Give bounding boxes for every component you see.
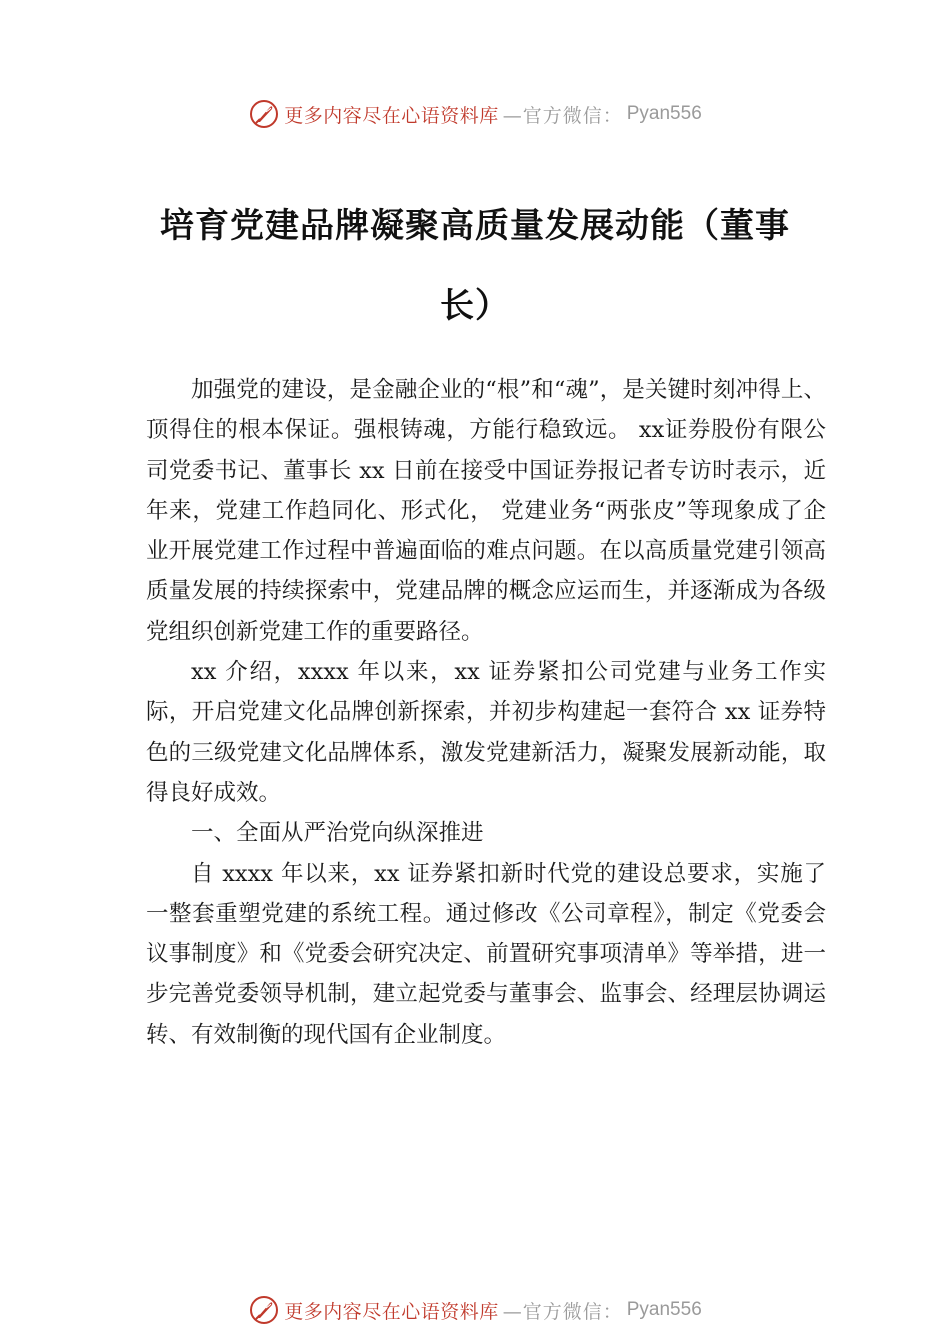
- header-wechat-id: Pyan556: [626, 103, 702, 124]
- quill-logo-icon: [248, 1294, 280, 1326]
- document-title: 培育党建品牌凝聚高质量发展动能（董事长）: [160, 206, 790, 326]
- header-site-text: 更多内容尽在心语资料库: [284, 104, 499, 127]
- header-banner: [0, 94, 950, 134]
- footer-separator-text: —官方微信：: [502, 1300, 623, 1323]
- document-body: [146, 370, 826, 1055]
- header-separator-text: —官方微信：: [502, 104, 623, 127]
- quill-logo-icon: [248, 98, 280, 130]
- footer-site-text: 更多内容尽在心语资料库: [284, 1300, 499, 1323]
- paragraph-section-1: 自 xxxx 年以来，xx 证券紧扣新时代党的建设总要求，实施了一整套重塑党建的系统工程。通过修改《公司章程》，制定《党委会议事制度》和《党委会研究决定、前置研究事项清单》等举措，进一步完善党委领导机制，建立起党委与董事会、监事会、经理层协调运转、有效制衡的现代国有企业制度。: [146, 860, 826, 1048]
- paragraph-intro: 加强党的建设，是金融企业的“根”和“魂”，是关键时刻冲得上、顶得住的根本保证。强根铸魂，方能行稳致远。 xx证券股份有限公司党委书记、董事长 xx 日前在接受中国证券报记者专访时表示，近年来，党建工作趋同化、形式化， 党建业务“两张皮”等现象成了企业开展党建工作过程中普遍面临的难点问题。在以高质量党建引领高质量发展的持续探索中，党建品牌的概念应运而生，并逐渐成为各级党组织创新党建工作的重要路径。: [146, 377, 826, 645]
- section-heading-1: 一、全面从严治党向纵深推进: [191, 820, 484, 847]
- footer-wechat-id: Pyan556: [626, 1299, 702, 1320]
- paragraph-summary: xx 介绍，xxxx 年以来，xx 证券紧扣公司党建与业务工作实际，开启党建文化品牌创新探索，并初步构建起一套符合 xx 证券特色的三级党建文化品牌体系，激发党建新活力，凝聚发展新动能，取得良好成效。: [146, 659, 826, 806]
- footer-banner: [0, 1290, 950, 1330]
